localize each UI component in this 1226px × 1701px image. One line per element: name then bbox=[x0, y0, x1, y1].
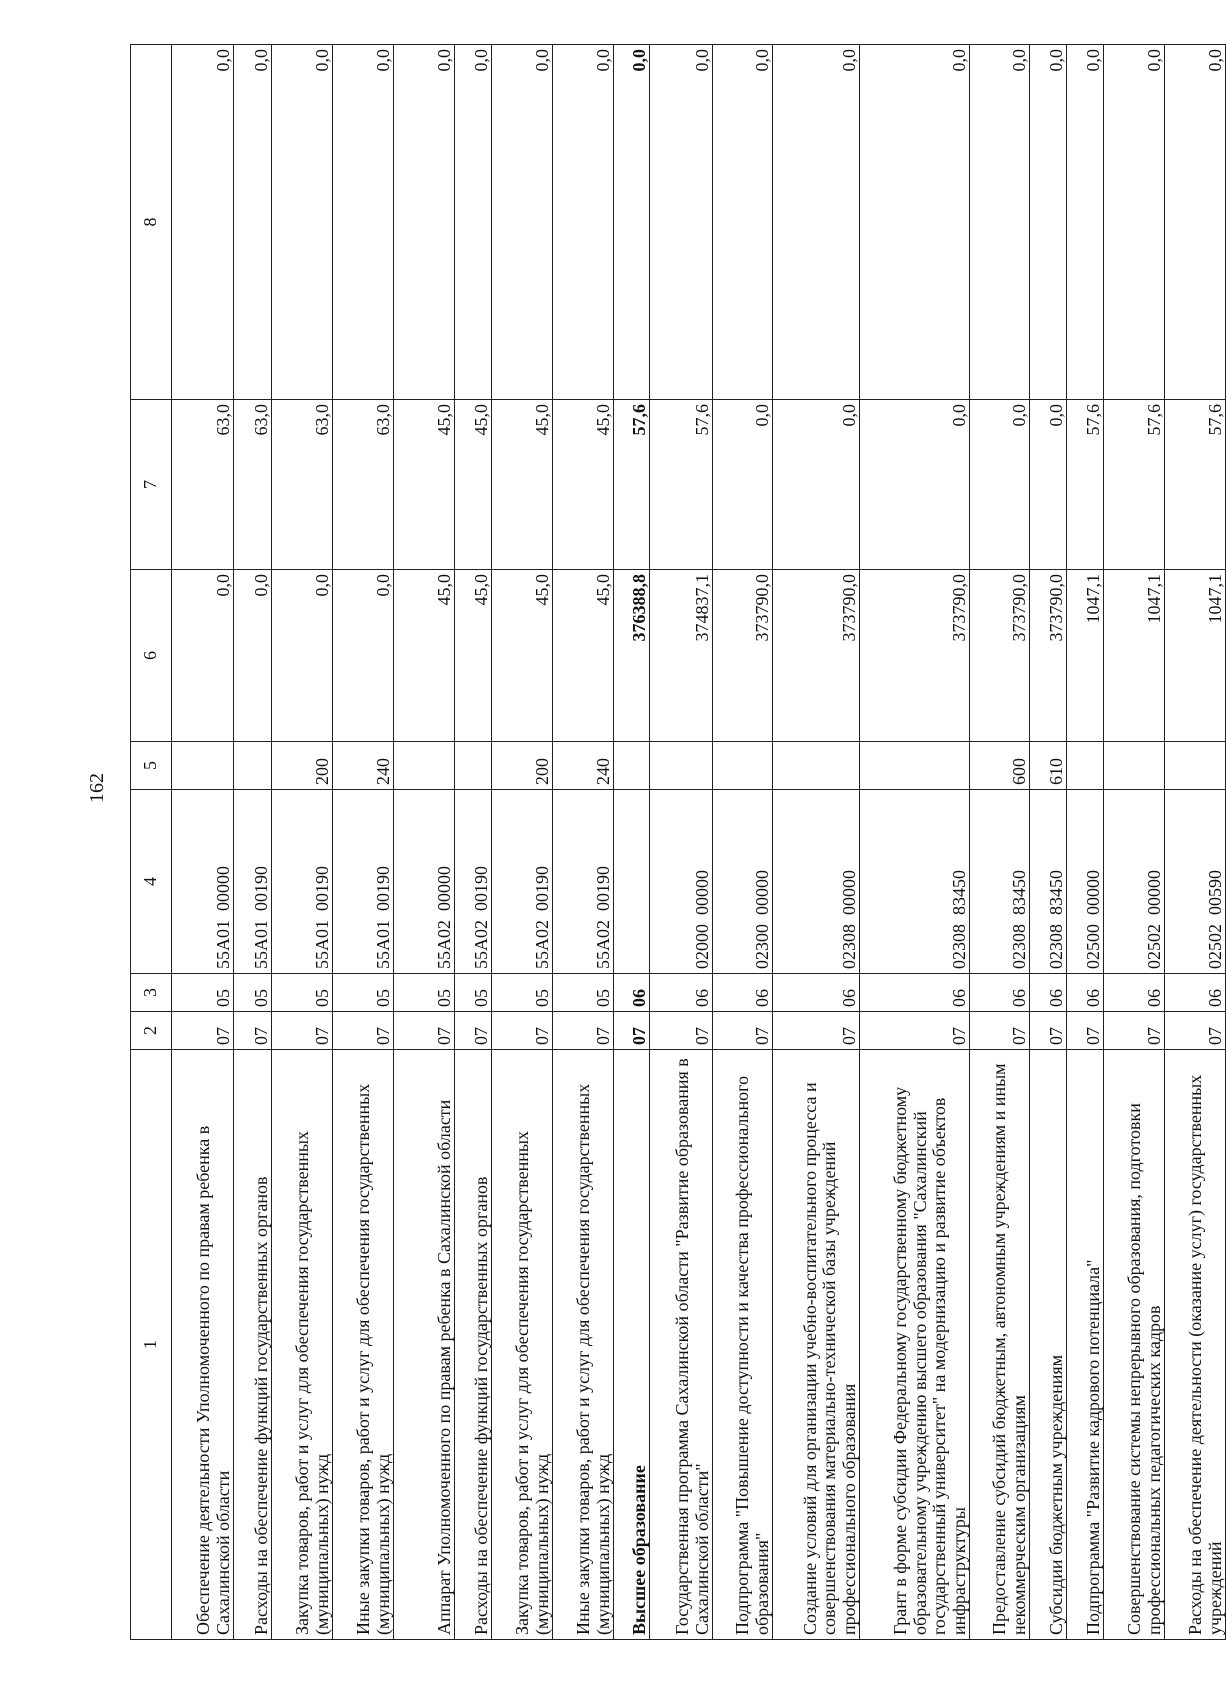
expense-name-cell: Совершенствование системы непрерывного образования, подготовки профессиональных педагогических кадров bbox=[1104, 1050, 1165, 1640]
amount-col8-cell: 0,0 bbox=[394, 45, 455, 400]
amount-col7-cell: 57,6 bbox=[1165, 400, 1226, 570]
target-article-cell: 02502 00000 bbox=[1104, 790, 1165, 974]
page-number: 162 bbox=[86, 773, 108, 803]
target-article-cell: 02500 00000 bbox=[1067, 790, 1104, 974]
amount-col7-cell: 63,0 bbox=[234, 400, 272, 570]
amount-col7-cell: 0,0 bbox=[970, 400, 1030, 570]
amount-col8-cell: 0,0 bbox=[773, 45, 860, 400]
subsection-code-cell: 06 bbox=[970, 974, 1030, 1012]
target-article-cell: 02502 00590 bbox=[1165, 790, 1226, 974]
subsection-code-cell: 05 bbox=[394, 974, 455, 1012]
subsection-code-cell: 06 bbox=[614, 974, 650, 1012]
target-article-cell: 02308 83450 bbox=[970, 790, 1030, 974]
target-article-cell: 55А02 00190 bbox=[455, 790, 492, 974]
amount-col7-cell: 63,0 bbox=[272, 400, 333, 570]
expense-name-cell: Иные закупки товаров, работ и услуг для обеспечения государственных (муниципальных) нужд bbox=[333, 1050, 394, 1640]
expense-name-cell: Аппарат Уполномоченного по правам ребенка в Сахалинской области bbox=[394, 1050, 455, 1640]
expense-name-cell: Иные закупки товаров, работ и услуг для обеспечения государственных (муниципальных) нужд bbox=[553, 1050, 614, 1640]
subsection-code-cell: 06 bbox=[1104, 974, 1165, 1012]
amount-col7-cell: 57,6 bbox=[614, 400, 650, 570]
table-row bbox=[333, 45, 394, 1640]
target-article-cell: 02308 83450 bbox=[1030, 790, 1067, 974]
section-code-cell: 07 bbox=[713, 1012, 773, 1050]
expense-name-cell: Государственная программа Сахалинской области "Развитие образования в Сахалинской области" bbox=[650, 1050, 713, 1640]
amount-col8-cell: 0,0 bbox=[1165, 45, 1226, 400]
header-cell-2: 2 bbox=[131, 1012, 172, 1050]
amount-col8-cell: 0,0 bbox=[1067, 45, 1104, 400]
table-row bbox=[614, 45, 650, 1640]
expense-type-cell: 240 bbox=[553, 742, 614, 790]
header-cell-4: 4 bbox=[131, 790, 172, 974]
target-article-cell: 02000 00000 bbox=[650, 790, 713, 974]
target-article-cell: 55А02 00190 bbox=[553, 790, 614, 974]
amount-col7-cell: 57,6 bbox=[1104, 400, 1165, 570]
amount-col7-cell: 0,0 bbox=[1030, 400, 1067, 570]
subsection-code-cell: 05 bbox=[455, 974, 492, 1012]
amount-col6-cell: 1047,1 bbox=[1165, 570, 1226, 742]
section-code-cell: 07 bbox=[553, 1012, 614, 1050]
subsection-code-cell: 06 bbox=[713, 974, 773, 1012]
expense-type-cell bbox=[1104, 742, 1165, 790]
amount-col6-cell: 45,0 bbox=[455, 570, 492, 742]
header-row bbox=[131, 45, 172, 1640]
amount-col6-cell: 45,0 bbox=[394, 570, 455, 742]
amount-col7-cell: 45,0 bbox=[492, 400, 553, 570]
section-code-cell: 07 bbox=[492, 1012, 553, 1050]
expense-name-cell: Предоставление субсидий бюджетным, автономным учреждениям и иным некоммерческим организациям bbox=[970, 1050, 1030, 1640]
amount-col6-cell: 373790,0 bbox=[970, 570, 1030, 742]
section-code-cell: 07 bbox=[272, 1012, 333, 1050]
budget-table bbox=[130, 44, 1226, 1640]
expense-name-cell: Грант в форме субсидии Федеральному государственному бюджетному образовательному учреждению высшего образования "Сахалинский государственный университет" на модернизацию и развитие объектов инфраструктуры bbox=[860, 1050, 970, 1640]
amount-col6-cell: 0,0 bbox=[172, 570, 234, 742]
table-row bbox=[1165, 45, 1226, 1640]
target-article-cell bbox=[614, 790, 650, 974]
amount-col6-cell: 0,0 bbox=[234, 570, 272, 742]
table-row bbox=[970, 45, 1030, 1640]
table-row bbox=[773, 45, 860, 1640]
table-row bbox=[172, 45, 234, 1640]
table-row bbox=[1104, 45, 1165, 1640]
amount-col7-cell: 63,0 bbox=[333, 400, 394, 570]
expense-name-cell: Высшее образование bbox=[614, 1050, 650, 1640]
amount-col6-cell: 373790,0 bbox=[1030, 570, 1067, 742]
subsection-code-cell: 06 bbox=[860, 974, 970, 1012]
amount-col8-cell: 0,0 bbox=[492, 45, 553, 400]
amount-col8-cell: 0,0 bbox=[234, 45, 272, 400]
expense-type-cell bbox=[1165, 742, 1226, 790]
table-row bbox=[492, 45, 553, 1640]
amount-col6-cell: 373790,0 bbox=[773, 570, 860, 742]
amount-col6-cell: 1047,1 bbox=[1067, 570, 1104, 742]
table-row bbox=[860, 45, 970, 1640]
section-code-cell: 07 bbox=[455, 1012, 492, 1050]
amount-col6-cell: 0,0 bbox=[272, 570, 333, 742]
header-cell-1: 1 bbox=[131, 1050, 172, 1640]
expense-name-cell: Создание условий для организации учебно-воспитательного процесса и совершенствования материально-технической базы учреждений профессионального образования bbox=[773, 1050, 860, 1640]
target-article-cell: 02308 00000 bbox=[773, 790, 860, 974]
amount-col8-cell: 0,0 bbox=[1030, 45, 1067, 400]
amount-col8-cell: 0,0 bbox=[713, 45, 773, 400]
table-row bbox=[1030, 45, 1067, 1640]
table-row bbox=[713, 45, 773, 1640]
section-code-cell: 07 bbox=[970, 1012, 1030, 1050]
amount-col6-cell: 373790,0 bbox=[860, 570, 970, 742]
amount-col7-cell: 45,0 bbox=[455, 400, 492, 570]
amount-col7-cell: 63,0 bbox=[172, 400, 234, 570]
target-article-cell: 55А01 00190 bbox=[272, 790, 333, 974]
subsection-code-cell: 06 bbox=[1067, 974, 1104, 1012]
amount-col7-cell: 57,6 bbox=[1067, 400, 1104, 570]
amount-col6-cell: 45,0 bbox=[492, 570, 553, 742]
amount-col8-cell: 0,0 bbox=[1104, 45, 1165, 400]
amount-col8-cell: 0,0 bbox=[614, 45, 650, 400]
amount-col8-cell: 0,0 bbox=[333, 45, 394, 400]
budget-table-body bbox=[131, 45, 1226, 1640]
amount-col8-cell: 0,0 bbox=[272, 45, 333, 400]
subsection-code-cell: 06 bbox=[773, 974, 860, 1012]
amount-col6-cell: 45,0 bbox=[553, 570, 614, 742]
amount-col8-cell: 0,0 bbox=[455, 45, 492, 400]
subsection-code-cell: 05 bbox=[234, 974, 272, 1012]
amount-col7-cell: 0,0 bbox=[773, 400, 860, 570]
section-code-cell: 07 bbox=[773, 1012, 860, 1050]
amount-col7-cell: 45,0 bbox=[553, 400, 614, 570]
subsection-code-cell: 05 bbox=[172, 974, 234, 1012]
expense-type-cell: 610 bbox=[1030, 742, 1067, 790]
expense-type-cell bbox=[860, 742, 970, 790]
amount-col6-cell: 1047,1 bbox=[1104, 570, 1165, 742]
table-row bbox=[272, 45, 333, 1640]
expense-name-cell: Расходы на обеспечение функций государственных органов bbox=[234, 1050, 272, 1640]
expense-type-cell bbox=[650, 742, 713, 790]
amount-col8-cell: 0,0 bbox=[970, 45, 1030, 400]
expense-type-cell bbox=[234, 742, 272, 790]
expense-type-cell bbox=[1067, 742, 1104, 790]
subsection-code-cell: 06 bbox=[650, 974, 713, 1012]
table-row bbox=[553, 45, 614, 1640]
header-cell-5: 5 bbox=[131, 742, 172, 790]
expense-name-cell: Закупка товаров, работ и услуг для обеспечения государственных (муниципальных) нужд bbox=[272, 1050, 333, 1640]
section-code-cell: 07 bbox=[172, 1012, 234, 1050]
expense-type-cell: 200 bbox=[492, 742, 553, 790]
table-row bbox=[394, 45, 455, 1640]
section-code-cell: 07 bbox=[1067, 1012, 1104, 1050]
amount-col6-cell: 0,0 bbox=[333, 570, 394, 742]
section-code-cell: 07 bbox=[234, 1012, 272, 1050]
amount-col6-cell: 373790,0 bbox=[713, 570, 773, 742]
section-code-cell: 07 bbox=[860, 1012, 970, 1050]
amount-col7-cell: 0,0 bbox=[713, 400, 773, 570]
table-row bbox=[650, 45, 713, 1640]
table-row bbox=[1067, 45, 1104, 1640]
expense-type-cell bbox=[614, 742, 650, 790]
subsection-code-cell: 05 bbox=[333, 974, 394, 1012]
expense-type-cell: 240 bbox=[333, 742, 394, 790]
section-code-cell: 07 bbox=[394, 1012, 455, 1050]
section-code-cell: 07 bbox=[614, 1012, 650, 1050]
amount-col6-cell: 374837,1 bbox=[650, 570, 713, 742]
section-code-cell: 07 bbox=[1165, 1012, 1226, 1050]
expense-type-cell: 600 bbox=[970, 742, 1030, 790]
table-row bbox=[234, 45, 272, 1640]
amount-col6-cell: 376388,8 bbox=[614, 570, 650, 742]
subsection-code-cell: 05 bbox=[272, 974, 333, 1012]
expense-name-cell: Расходы на обеспечение деятельности (оказание услуг) государственных учреждений bbox=[1165, 1050, 1226, 1640]
expense-name-cell: Субсидии бюджетным учреждениям bbox=[1030, 1050, 1067, 1640]
expense-type-cell bbox=[713, 742, 773, 790]
expense-name-cell: Подпрограмма "Развитие кадрового потенциала" bbox=[1067, 1050, 1104, 1640]
header-cell-8: 8 bbox=[131, 45, 172, 400]
target-article-cell: 55А01 00190 bbox=[234, 790, 272, 974]
amount-col8-cell: 0,0 bbox=[650, 45, 713, 400]
amount-col7-cell: 45,0 bbox=[394, 400, 455, 570]
amount-col7-cell: 57,6 bbox=[650, 400, 713, 570]
header-cell-3: 3 bbox=[131, 974, 172, 1012]
section-code-cell: 07 bbox=[333, 1012, 394, 1050]
subsection-code-cell: 06 bbox=[1165, 974, 1226, 1012]
target-article-cell: 55А01 00190 bbox=[333, 790, 394, 974]
expense-type-cell bbox=[172, 742, 234, 790]
section-code-cell: 07 bbox=[1104, 1012, 1165, 1050]
target-article-cell: 55А02 00000 bbox=[394, 790, 455, 974]
expense-name-cell: Подпрограмма "Повышение доступности и качества профессионального образования" bbox=[713, 1050, 773, 1640]
section-code-cell: 07 bbox=[1030, 1012, 1067, 1050]
expense-type-cell bbox=[394, 742, 455, 790]
expense-type-cell bbox=[455, 742, 492, 790]
subsection-code-cell: 05 bbox=[492, 974, 553, 1012]
table-row bbox=[455, 45, 492, 1640]
amount-col7-cell: 0,0 bbox=[860, 400, 970, 570]
target-article-cell: 55А01 00000 bbox=[172, 790, 234, 974]
subsection-code-cell: 06 bbox=[1030, 974, 1067, 1012]
target-article-cell: 02300 00000 bbox=[713, 790, 773, 974]
expense-name-cell: Закупка товаров, работ и услуг для обеспечения государственных (муниципальных) нужд bbox=[492, 1050, 553, 1640]
rotated-table-area bbox=[130, 45, 1225, 1640]
subsection-code-cell: 05 bbox=[553, 974, 614, 1012]
section-code-cell: 07 bbox=[650, 1012, 713, 1050]
header-cell-6: 6 bbox=[131, 570, 172, 742]
expense-type-cell bbox=[773, 742, 860, 790]
expense-type-cell: 200 bbox=[272, 742, 333, 790]
target-article-cell: 02308 83450 bbox=[860, 790, 970, 974]
amount-col8-cell: 0,0 bbox=[172, 45, 234, 400]
target-article-cell: 55А02 00190 bbox=[492, 790, 553, 974]
expense-name-cell: Расходы на обеспечение функций государственных органов bbox=[455, 1050, 492, 1640]
header-cell-7: 7 bbox=[131, 400, 172, 570]
expense-name-cell: Обеспечение деятельности Уполномоченного по правам ребенка в Сахалинской области bbox=[172, 1050, 234, 1640]
amount-col8-cell: 0,0 bbox=[860, 45, 970, 400]
amount-col8-cell: 0,0 bbox=[553, 45, 614, 400]
